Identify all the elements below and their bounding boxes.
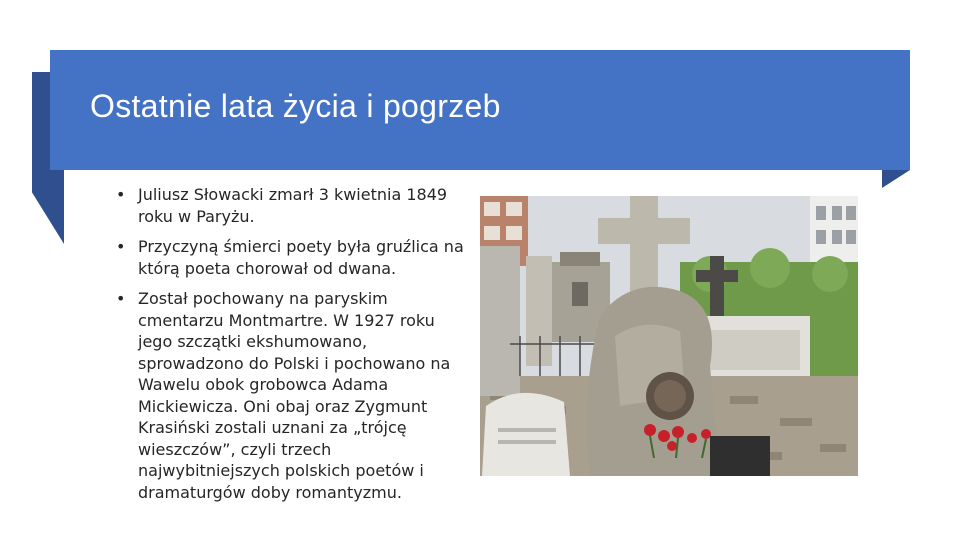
- bullet-item: [114, 236, 466, 279]
- bullet-icon: •: [116, 237, 126, 256]
- slide-title: Ostatnie lata życia i pogrzeb: [90, 88, 501, 124]
- bullet-text: Przyczyną śmierci poety była gruźlica na którą poeta chorował od dwana.: [138, 237, 464, 278]
- bullet-icon: •: [116, 185, 126, 204]
- bullet-text: Juliusz Słowacki zmarł 3 kwietnia 1849 roku w Paryżu.: [138, 185, 448, 226]
- bullet-item: [114, 288, 466, 503]
- bullet-item: [114, 184, 466, 227]
- grave-photo-illustration: [480, 196, 858, 476]
- bullet-text: Został pochowany na paryskim cmentarzu Montmartre. W 1927 roku jego szczątki ekshumowano, sprowadzono do Polski i pochowano na Wawelu obok grobowca Adama Mickiewicza. Oni obaj oraz Zygmunt Krasiński zostali uznani za „trójcę wieszczów”, czyli trzech najwybitniejszych polskich poetów i dramaturgów doby romantyzmu.: [138, 289, 451, 502]
- ribbon-fold-right: [882, 170, 910, 188]
- grave-photo: [480, 196, 858, 476]
- bullet-list: [114, 184, 466, 512]
- bullet-icon: •: [116, 289, 126, 308]
